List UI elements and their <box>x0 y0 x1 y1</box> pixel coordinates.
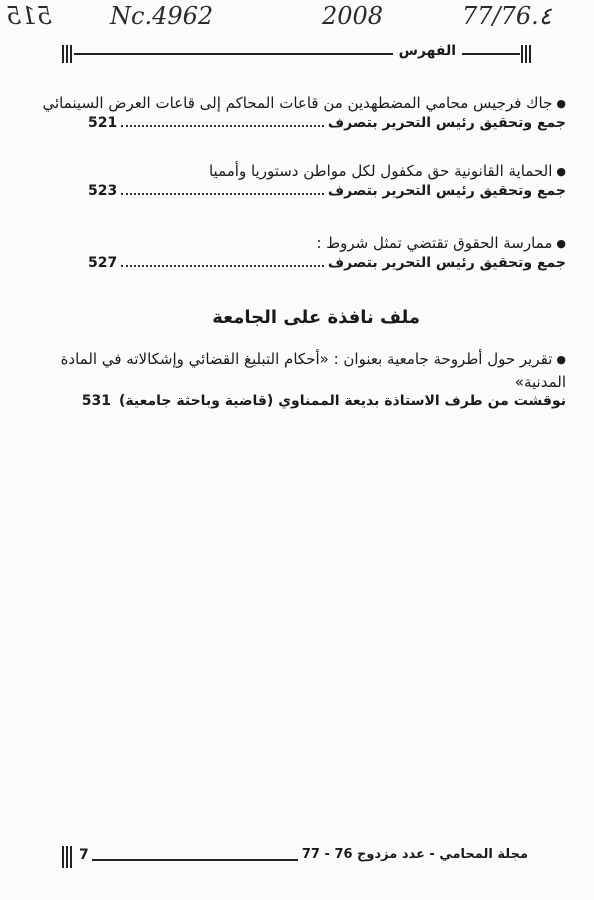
toc-entry <box>60 348 566 415</box>
bullet-icon: ● <box>556 236 566 250</box>
page-header <box>62 42 532 68</box>
journal-name: مجلة المحامي - عدد مزدوج 76 - 77 <box>298 847 532 862</box>
entry-page: 531 <box>81 392 111 409</box>
toc-entry <box>88 160 566 205</box>
toc-entry <box>88 232 566 277</box>
entry-page: 523 <box>88 182 118 199</box>
entry-author: جمع وتحقيق رئيس التحرير بتصرف <box>327 182 566 199</box>
entry-title: ●الحماية القانونية حق مكفول لكل مواطن دستوريا وأمميا <box>88 160 566 183</box>
entry-meta <box>88 255 566 277</box>
leader-dots <box>121 193 324 195</box>
entry-meta <box>88 183 566 205</box>
handwritten-issue: 77/76.٤ <box>462 2 552 30</box>
handwritten-year: 2008 <box>322 2 384 30</box>
toc-entry <box>42 92 566 137</box>
entry-title: ●تقرير حول أطروحة جامعية بعنوان : «أحكام التبليغ القضائي وإشكالاته في المادة <box>88 348 566 371</box>
entry-meta <box>88 115 566 137</box>
entry-title: ●جاك فرجيس محامي المضطهدين من قاعات المحاكم إلى قاعات العرض السينمائي <box>88 92 566 115</box>
entry-author: نوقشت من طرف الاستاذة بديعة الممناوي (قاضية وباحثة جامعية) <box>118 392 566 409</box>
bullet-icon: ● <box>556 164 566 178</box>
leader-dots <box>121 265 324 267</box>
header-bars-left <box>62 45 73 63</box>
footer-bars <box>62 846 73 868</box>
handwritten-number: 515 <box>6 2 52 30</box>
entry-page: 527 <box>88 254 118 271</box>
entry-author: جمع وتحقيق رئيس التحرير بتصرف <box>327 114 566 131</box>
page-footer <box>62 844 532 870</box>
page-title: الفهرس <box>393 43 462 59</box>
entry-author: جمع وتحقيق رئيس التحرير بتصرف <box>327 254 566 271</box>
entry-title-continued: المدنية» <box>514 372 566 391</box>
leader-dots <box>121 125 324 127</box>
bullet-icon: ● <box>556 96 566 110</box>
handwritten-reference: Nc.4962 <box>110 2 214 30</box>
entry-title: ●ممارسة الحقوق تقتضي تمثل شروط : <box>88 232 566 255</box>
section-heading: ملف نافذة على الجامعة <box>212 307 420 328</box>
entry-meta <box>81 392 566 415</box>
entry-page: 521 <box>88 114 118 131</box>
header-bars-right <box>521 45 532 63</box>
page-number: 7 <box>76 847 92 863</box>
bullet-icon: ● <box>556 352 566 366</box>
